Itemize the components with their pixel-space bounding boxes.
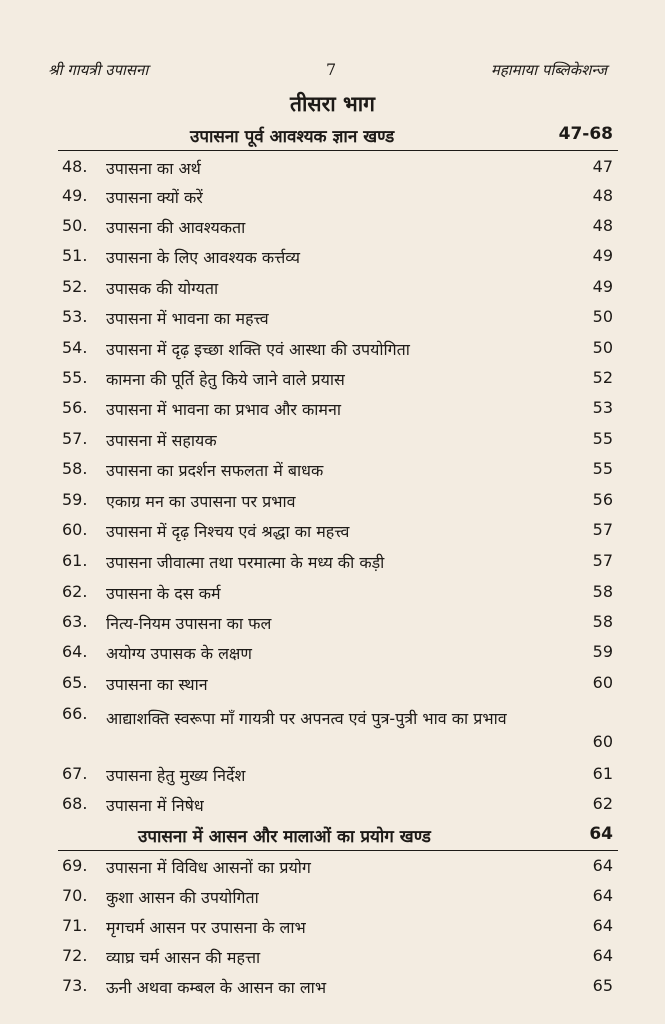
entry-number: 65. (62, 673, 88, 692)
entry-page: 58 (592, 612, 613, 631)
entry-title: उपासना की आवश्यकता (106, 218, 246, 237)
entry-page: 48 (592, 186, 613, 205)
toc-entry (0, 459, 665, 489)
toc-entry (0, 246, 665, 276)
entry-page: 56 (592, 490, 613, 509)
entry-title: उपासना में भावना का महत्त्व (106, 309, 269, 328)
entry-page: 48 (592, 216, 613, 235)
entry-title: उपासना क्यों करें (106, 188, 203, 207)
toc-entry (0, 338, 665, 368)
entry-number: 56. (62, 398, 88, 417)
toc-entry (0, 794, 665, 824)
entry-title: उपासना में सहायक (106, 431, 217, 450)
entry-page: 58 (592, 582, 613, 601)
toc-entry (0, 216, 665, 246)
entry-number: 53. (62, 307, 88, 326)
entry-title: कामना की पूर्ति हेतु किये जाने वाले प्रयास (106, 370, 345, 389)
entry-page: 64 (592, 946, 613, 965)
entry-title: उपासना का अर्थ (106, 159, 201, 178)
entry-page: 55 (592, 429, 613, 448)
entry-page: 60 (592, 732, 613, 751)
entry-number: 58. (62, 459, 88, 478)
entry-page: 47 (592, 157, 613, 176)
toc-entry (0, 704, 665, 762)
entry-title: उपासना का प्रदर्शन सफलता में बाधक (106, 461, 324, 480)
toc-entry (0, 886, 665, 916)
entry-page: 50 (592, 307, 613, 326)
entry-title: उपासना में दृढ़ निश्चय एवं श्रद्धा का महत्त्व (106, 522, 350, 541)
entry-page: 50 (592, 338, 613, 357)
entry-page: 57 (592, 520, 613, 539)
entry-number: 59. (62, 490, 88, 509)
entry-title: उपासना में दृढ़ इच्छा शक्ति एवं आस्था की उपयोगिता (106, 340, 410, 359)
entry-page: 49 (592, 246, 613, 265)
section-title: उपासना पूर्व आवश्यक ज्ञान खण्ड (190, 127, 395, 147)
entry-title: एकाग्र मन का उपासना पर प्रभाव (106, 492, 296, 511)
entry-page: 49 (592, 277, 613, 296)
entry-number: 48. (62, 157, 88, 176)
entry-title: आद्याशक्ति स्वरूपा माँ गायत्री पर अपनत्व एवं पुत्र-पुत्री भाव का प्रभाव (106, 709, 507, 728)
entry-number: 66. (62, 704, 88, 723)
entry-number: 50. (62, 216, 88, 235)
entry-number: 73. (62, 976, 88, 995)
entry-title: उपासना के दस कर्म (106, 584, 221, 603)
entry-page: 62 (592, 794, 613, 813)
toc-entry (0, 946, 665, 976)
entry-number: 63. (62, 612, 88, 631)
entry-title: उपासक की योग्यता (106, 279, 219, 298)
book-title: श्री गायत्री उपासना (48, 61, 149, 79)
toc-entry (0, 186, 665, 216)
entry-page: 65 (592, 976, 613, 995)
entry-title: उपासना में विविध आसनों का प्रयोग (106, 858, 311, 877)
entry-page: 64 (592, 886, 613, 905)
publisher-name: महामाया पब्लिकेशन्ज (490, 61, 607, 79)
entry-page: 53 (592, 398, 613, 417)
toc-entry (0, 856, 665, 886)
entry-number: 61. (62, 551, 88, 570)
entry-number: 57. (62, 429, 88, 448)
entry-number: 69. (62, 856, 88, 875)
entry-number: 49. (62, 186, 88, 205)
entry-number: 68. (62, 794, 88, 813)
section-divider (58, 850, 618, 851)
entry-number: 67. (62, 764, 88, 783)
toc-entry (0, 916, 665, 946)
toc-entry (0, 551, 665, 581)
section-divider (58, 150, 618, 151)
toc-entry (0, 277, 665, 307)
toc-entry (0, 976, 665, 1006)
entry-number: 60. (62, 520, 88, 539)
section-title: उपासना में आसन और मालाओं का प्रयोग खण्ड (138, 827, 431, 847)
entry-number: 62. (62, 582, 88, 601)
entry-page: 55 (592, 459, 613, 478)
toc-entry (0, 429, 665, 459)
page-number: 7 (326, 60, 337, 79)
entry-title: उपासना में निषेध (106, 796, 204, 815)
part-title: तीसरा भाग (290, 92, 375, 116)
entry-page: 60 (592, 673, 613, 692)
entry-title: उपासना में भावना का प्रभाव और कामना (106, 400, 341, 419)
running-header (0, 60, 665, 84)
toc-entry (0, 642, 665, 672)
entry-page: 57 (592, 551, 613, 570)
entry-number: 55. (62, 368, 88, 387)
toc-entry (0, 398, 665, 428)
section-page-range: 47-68 (558, 124, 613, 144)
entry-title: उपासना के लिए आवश्यक कर्त्तव्य (106, 248, 301, 267)
entry-page: 59 (592, 642, 613, 661)
section-page-range: 64 (589, 824, 613, 844)
entry-page: 64 (592, 856, 613, 875)
toc-entry (0, 520, 665, 550)
entry-number: 52. (62, 277, 88, 296)
entry-page: 64 (592, 916, 613, 935)
toc-entry (0, 157, 665, 187)
toc-entry (0, 368, 665, 398)
entry-page: 52 (592, 368, 613, 387)
entry-number: 51. (62, 246, 88, 265)
entry-title: उपासना जीवात्मा तथा परमात्मा के मध्य की कड़ी (106, 553, 385, 572)
entry-number: 54. (62, 338, 88, 357)
entry-title: नित्य-नियम उपासना का फल (106, 614, 272, 633)
entry-title: मृगचर्म आसन पर उपासना के लाभ (106, 918, 306, 937)
entry-page: 61 (592, 764, 613, 783)
entry-number: 72. (62, 946, 88, 965)
section-heading (0, 124, 665, 152)
entry-number: 70. (62, 886, 88, 905)
entry-title: कुशा आसन की उपयोगिता (106, 888, 259, 907)
toc-entry (0, 673, 665, 703)
entry-title: ऊनी अथवा कम्बल के आसन का लाभ (106, 978, 327, 997)
section-heading (0, 824, 665, 852)
toc-entry (0, 307, 665, 337)
toc-entry (0, 764, 665, 794)
entry-title: उपासना हेतु मुख्य निर्देश (106, 766, 246, 785)
entry-title: उपासना का स्थान (106, 675, 208, 694)
toc-entry (0, 582, 665, 612)
entry-title: व्याघ्र चर्म आसन की महत्ता (106, 948, 261, 967)
entry-number: 64. (62, 642, 88, 661)
entry-title: अयोग्य उपासक के लक्षण (106, 644, 252, 663)
toc-entry (0, 490, 665, 520)
toc-entry (0, 612, 665, 642)
entry-number: 71. (62, 916, 88, 935)
